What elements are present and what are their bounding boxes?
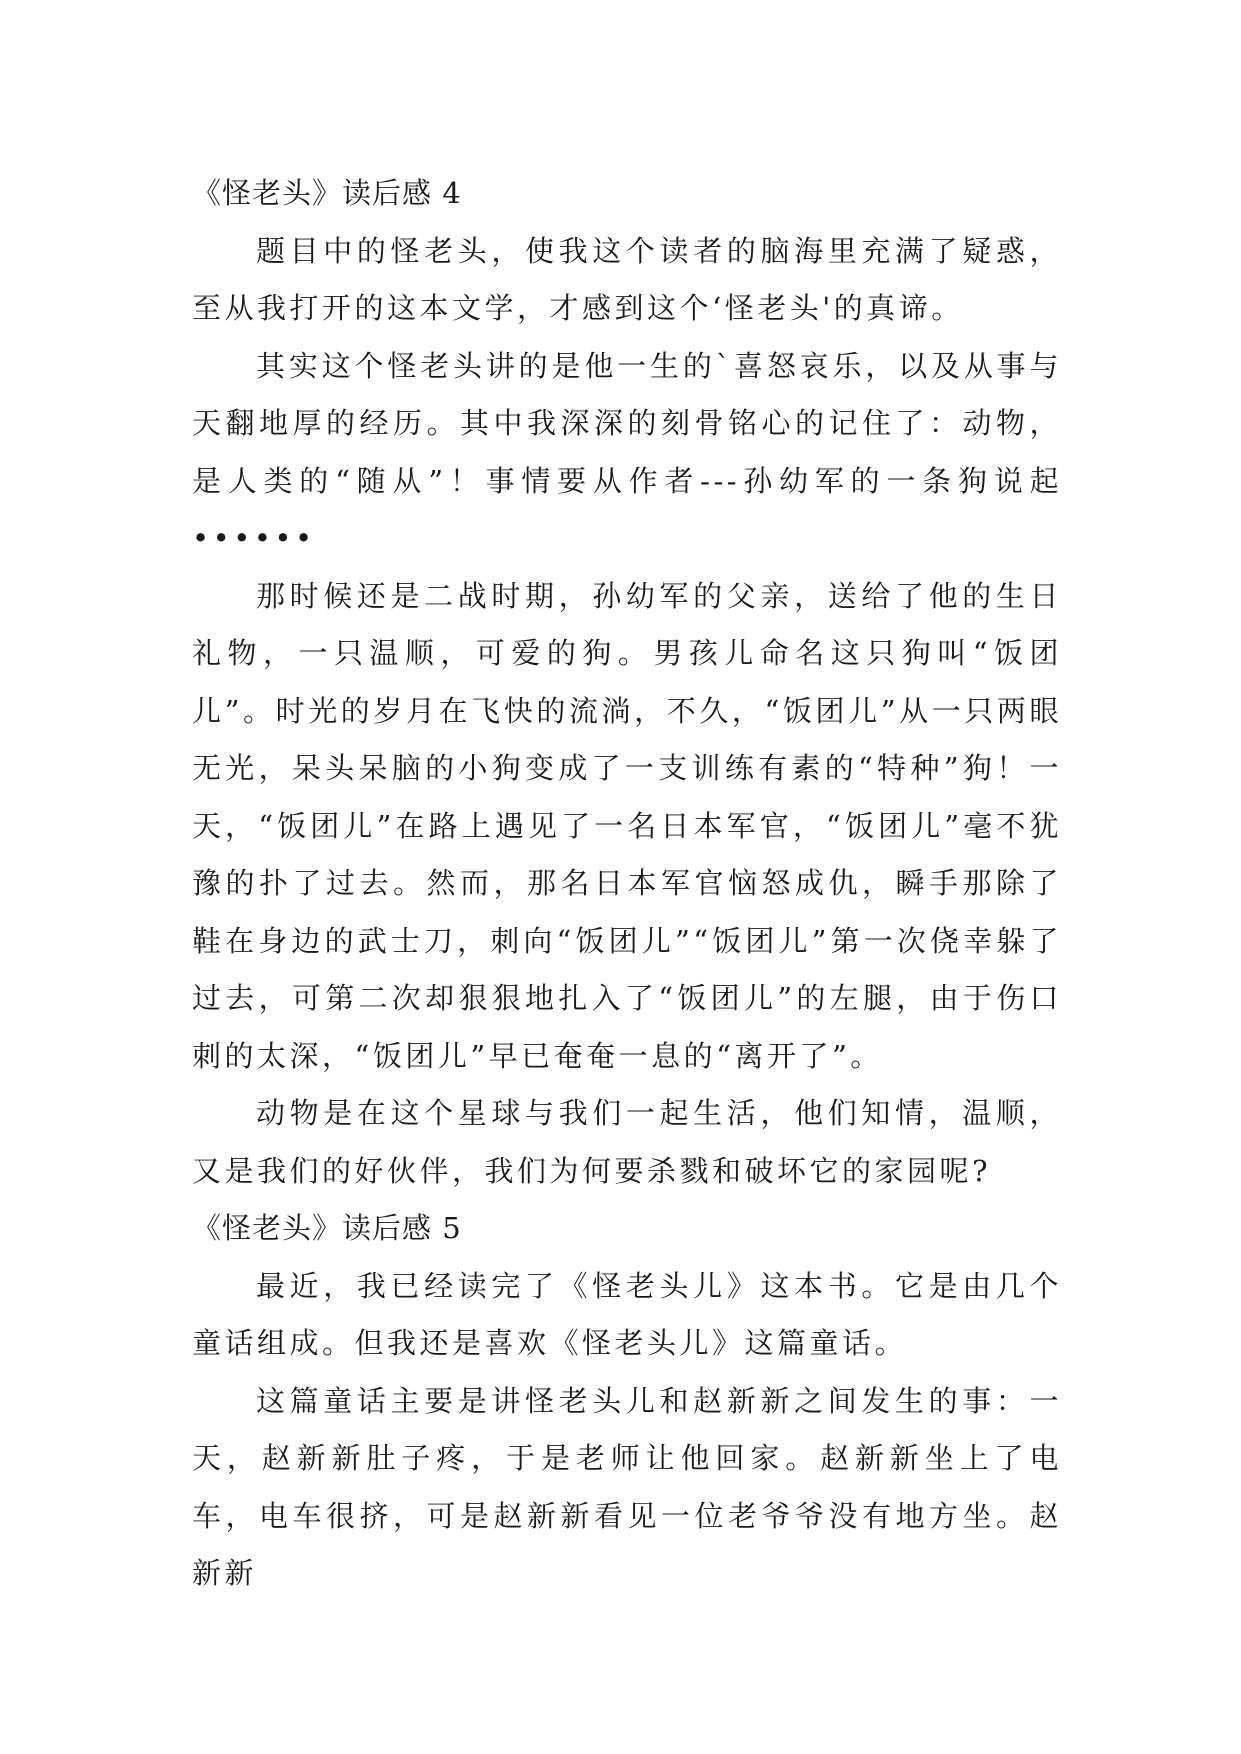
section-title: 《怪老头》读后感 4 (192, 176, 462, 210)
paragraph: 题目中的怪老头，使我这个读者的脑海里充满了疑惑，至从我打开的这本文学，才感到这个‘怪老头'的真谛。 (192, 233, 1062, 325)
section-essay-5 (192, 1200, 1062, 1603)
paragraph: 最近，我已经读完了《怪老头儿》这本书。它是由几个童话组成。但我还是喜欢《怪老头儿》这篇童话。 (192, 1268, 1062, 1360)
paragraph: 动物是在这个星球与我们一起生活，他们知情，温顺，又是我们的好伙伴，我们为何要杀戮和破坏它的家园呢? (192, 1096, 1062, 1188)
paragraph: 这篇童话主要是讲怪老头儿和赵新新之间发生的事：一天，赵新新肚子疼，于是老师让他回家。赵新新坐上了电车，电车很挤，可是赵新新看见一位老爷爷没有地方坐。赵新新 (192, 1383, 1062, 1590)
paragraph: 其实这个怪老头讲的是他一生的`喜怒哀乐，以及从事与天翻地厚的经历。其中我深深的刻骨铭心的记住了：动物，是人类的“随从”！事情要从作者---孙幼军的一条狗说起•••••• (192, 348, 1062, 555)
document-body (192, 165, 1062, 1603)
section-title: 《怪老头》读后感 5 (192, 1211, 462, 1245)
section-essay-4 (192, 165, 1062, 1200)
paragraph: 那时候还是二战时期，孙幼军的父亲，送给了他的生日礼物，一只温顺，可爱的狗。男孩儿命名这只狗叫“饭团儿”。时光的岁月在飞快的流淌，不久，“饭团儿”从一只两眼无光，呆头呆脑的小狗变成了一支训练有素的“特种”狗！一天，“饭团儿”在路上遇见了一名日本军官，“饭团儿”毫不犹豫的扑了过去。然而，那名日本军官恼怒成仇，瞬手那除了鞋在身边的武士刀，刺向“饭团儿”“饭团儿”第一次侥幸躲了过去，可第二次却狠狠地扎入了“饭团儿”的左腿，由于伤口刺的太深，“饭团儿”早已奄奄一息的“离开了”。 (192, 578, 1062, 1073)
